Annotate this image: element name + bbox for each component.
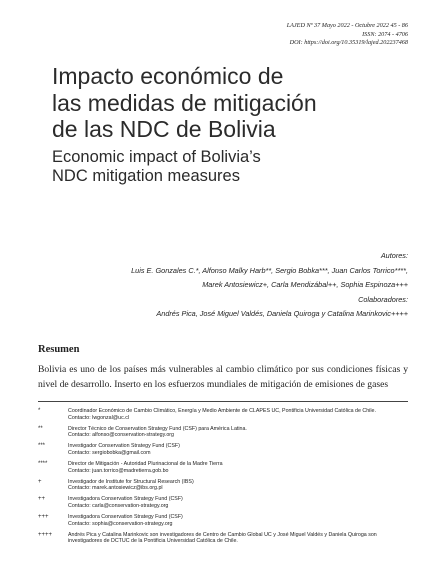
footnote: [38, 443, 410, 456]
footnote: [38, 514, 410, 527]
footnote-text: Investigador de Institute for Structural Research (IBS): [68, 478, 194, 485]
title-en-line: NDC mitigation measures: [52, 167, 240, 185]
doi-line: DOI: https://doi.org/10.35319/lajed.202237468: [289, 39, 408, 47]
title-english: [52, 148, 392, 186]
title-es-line: las medidas de mitigación: [52, 89, 317, 116]
footnote-text: Investigadora Conservation Strategy Fund (CSF): [68, 514, 183, 521]
footnote-contact: Contacto: alfonso@conservation-strategy.org: [68, 432, 174, 439]
footnote-mark: ****: [38, 461, 48, 468]
journal-issue-line: LAJED Nº 37 Mayo 2022 - Octubre 2022 45 - 86: [286, 22, 408, 29]
abstract-heading: Resumen: [38, 344, 80, 355]
footnote-text: Investigador Conservation Strategy Fund (CSF): [68, 443, 180, 450]
issn-line: ISSN: 2074 - 4706: [362, 30, 408, 38]
footnote-text: Investigadora Conservation Strategy Fund (CSF): [68, 496, 183, 503]
footnote-mark: *: [38, 408, 41, 414]
authors-heading: Autores:: [380, 251, 408, 260]
footnote: [38, 461, 410, 474]
abstract-text: Bolivia es uno de los países más vulnerables al cambio climático por sus condiciones físicas y nivel de desarrollo. Inserto en los esfuerzos mundiales de mitigación de emisiones de gases: [38, 364, 408, 390]
collaborators-heading: Colaboradores:: [358, 294, 408, 304]
footnote-mark: ++: [38, 496, 46, 503]
title-es-line: de las NDC de Bolivia: [52, 116, 276, 142]
authors-line: Marek Antosiewicz+, Carla Mendizábal++, Sophia Espinoza+++: [202, 280, 408, 290]
footnote-contact: Contacto: juan.torrico@madretierra.gob.bo: [68, 467, 169, 474]
footnote-divider: [38, 401, 408, 402]
title-spanish: [52, 63, 392, 143]
footnote-text: Andrés Pica y Catalina Marinkovic son investigadores de Centro de Cambio Global UC y José Miguel Valdés y Daniela Quiroga son investigadores de DCTUC de la Pontificia Universidad Católica de Chile.: [68, 531, 377, 545]
journal-header: [287, 22, 408, 48]
footnote-contact: Contacto: carla@conservation-strategy.org: [68, 503, 169, 510]
footnote-text: Director de Mitigación - Autoridad Plurinacional de la Madre Tierra: [68, 461, 223, 468]
footnote-mark: ***: [38, 443, 46, 450]
authors-block: [38, 249, 408, 322]
footnote-contact: Contacto: lwgonzal@uc.cl: [68, 414, 130, 421]
footnote: [38, 479, 410, 492]
collaborators-line: Andrés Pica, José Miguel Valdés, Daniela Quiroga y Catalina Marinkovic++++: [156, 309, 408, 319]
footnote-mark: **: [38, 425, 43, 432]
footnote-mark: +: [38, 478, 42, 485]
footnote: [38, 408, 410, 421]
footnote: [38, 426, 410, 439]
title-en-line: Economic impact of Bolivia’s: [52, 148, 261, 166]
footnote-mark: ++++: [38, 531, 53, 538]
footnote-contact: Contacto: sergiobobka@gmail.com: [68, 449, 151, 456]
authors-line: Luis E. Gonzales C.*, Alfonso Malky Harb**, Sergio Bobka***, Juan Carlos Torrico****,: [131, 265, 408, 275]
footnote-text: Director Técnico de Conservation Strategy Fund (CSF) para América Latina.: [68, 425, 247, 432]
footnote-text: Coordinador Económico de Cambio Climático, Energía y Medio Ambiente de CLAPES UC, Pontificia Universidad Católica de Chile.: [68, 408, 376, 414]
footnote: [38, 496, 410, 509]
footnote-contact: Contacto: marek.antosiewicz@ibs.org.pl: [68, 485, 163, 492]
footnote-contact: Contacto: sophia@conservation-strategy.org: [68, 520, 173, 527]
footnote-mark: +++: [38, 514, 49, 521]
footnote: [38, 532, 410, 545]
footnotes: [38, 408, 410, 550]
title-es-line: Impacto económico de: [52, 63, 284, 89]
